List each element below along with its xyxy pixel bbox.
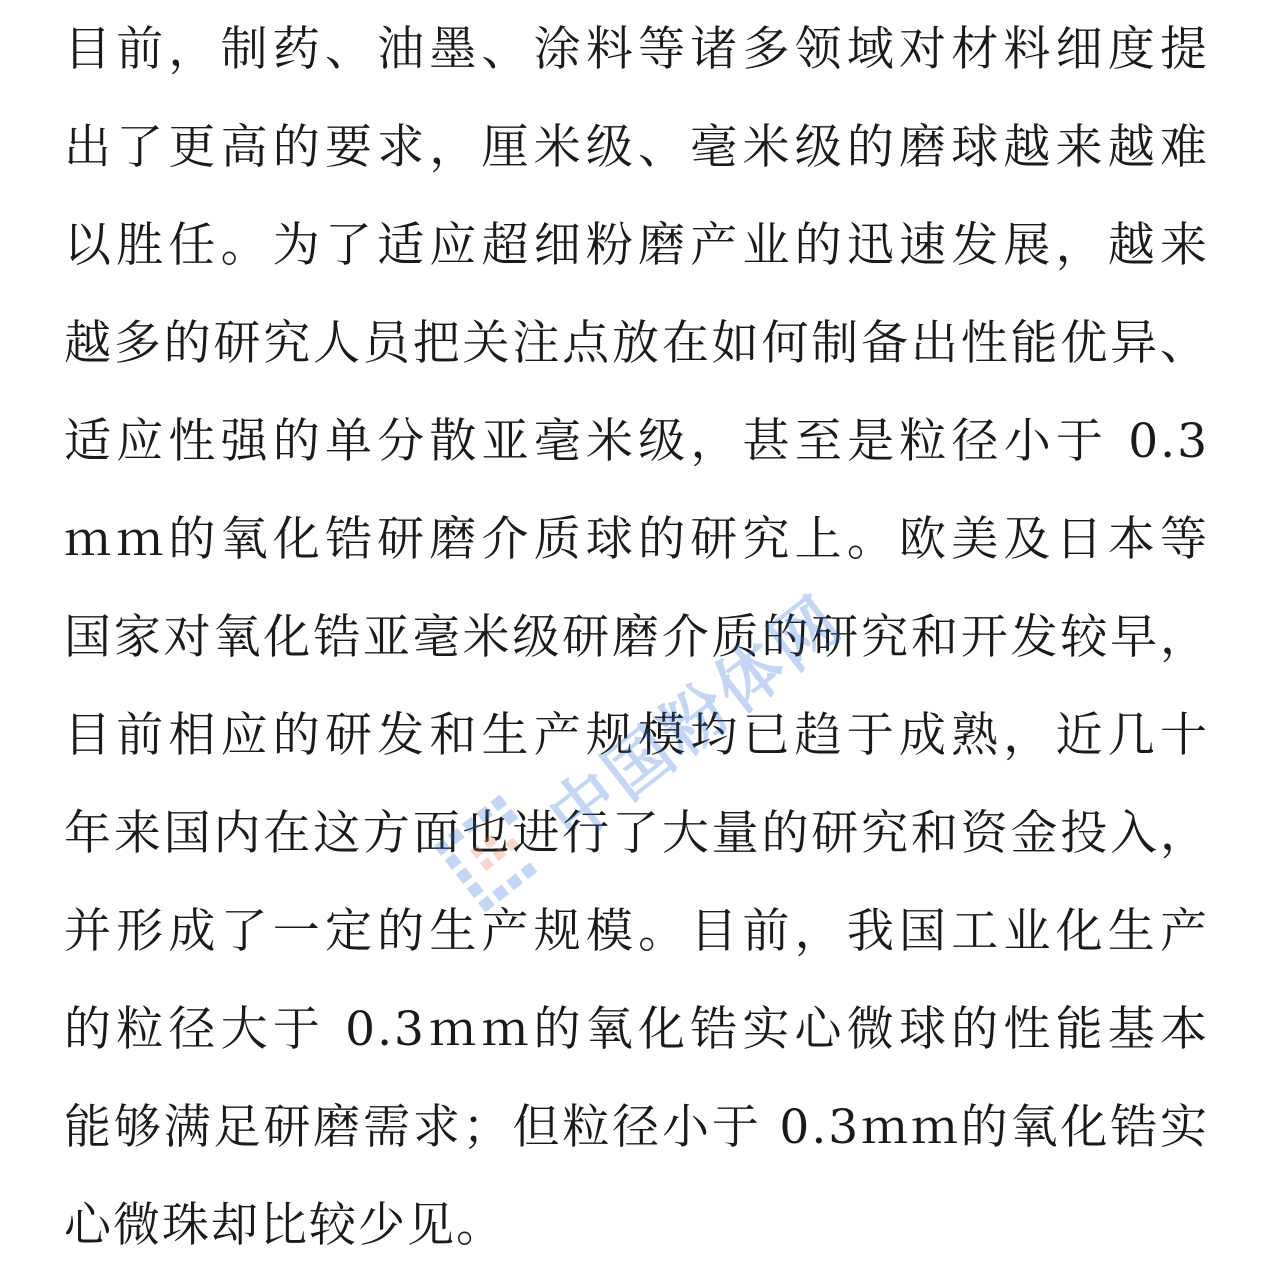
paragraph-line: 以胜任。为了适应超细粉磨产业的迅速发展，越来 <box>64 218 1209 273</box>
paragraph-line: 并形成了一定的生产规模。目前，我国工业化生产 <box>64 904 1209 959</box>
paragraph-line: ｍｍ的氧化锆研磨介质球的研究上。欧美及日本等 <box>64 512 1209 567</box>
paragraph-line: 的粒径大于 0.3ｍｍ的氧化锆实心微球的性能基本 <box>64 1002 1209 1057</box>
paragraph-line: 适应性强的单分散亚毫米级，甚至是粒径小于 0.3 <box>64 414 1209 469</box>
paragraph-line: 越多的研究人员把关注点放在如何制备出性能优异、 <box>64 316 1209 371</box>
paragraph-line: 目前，制药、油墨、涂料等诸多领域对材料细度提 <box>64 22 1209 77</box>
paragraph-line: 出了更高的要求，厘米级、毫米级的磨球越来越难 <box>64 120 1209 175</box>
paragraph-line: 心微珠却比较少见。 <box>64 1198 505 1253</box>
paragraph-line: 目前相应的研发和生产规模均已趋于成熟，近几十 <box>64 708 1209 763</box>
watermark-text: 中国粉体网 <box>534 581 858 858</box>
paragraph-line: 能够满足研磨需求；但粒径小于 0.3ｍｍ的氧化锆实 <box>64 1100 1209 1155</box>
paragraph-line: 年来国内在这方面也进行了大量的研究和资金投入， <box>64 806 1209 861</box>
paragraph-line: 国家对氧化锆亚毫米级研磨介质的研究和开发较早， <box>64 610 1209 665</box>
